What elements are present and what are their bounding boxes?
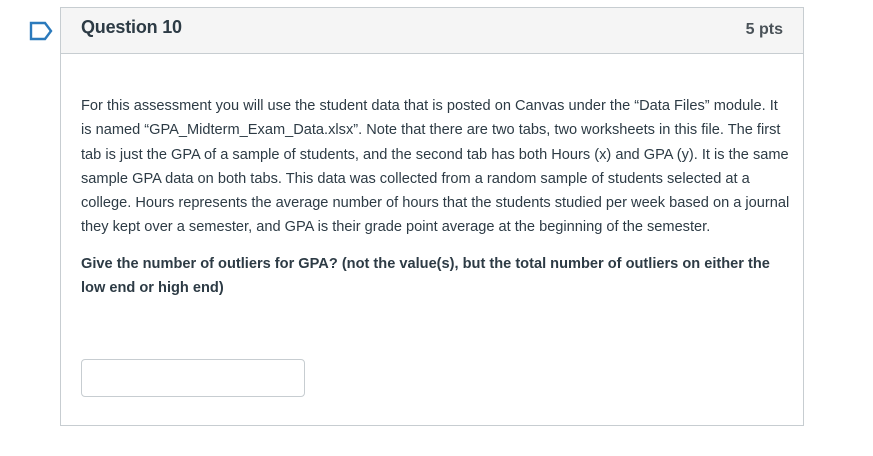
question-card [60, 7, 804, 426]
question-points: 5 pts [745, 21, 783, 38]
question-prompt: Give the number of outliers for GPA? (not the value(s), but the total number of outliers on either the low end or high end) [81, 255, 770, 297]
bookmark-flag-icon [28, 21, 54, 41]
question-title: Question 10 [81, 17, 182, 37]
question-header [61, 8, 803, 54]
question-text [81, 94, 791, 312]
question-paragraph: For this assessment you will use the student data that is posted on Canvas under the “Data Files” module. It is named “GPA_Midterm_Exam_Data.xlsx”. Note that there are two tabs, two worksheets in this file. The first tab is just the GPA of a sample of students, and the second tab has both Hours (x) and GPA (y). It is the same sample GPA data on both tabs. This data was collected from a random sample of students selected at a college. Hours represents the average number of hours that the students studied per week based on a journal they kept over a semester, and GPA is their grade point average at the beginning of the semester. [81, 98, 790, 236]
answer-input[interactable] [81, 359, 305, 397]
flag-question-button[interactable] [28, 21, 54, 41]
